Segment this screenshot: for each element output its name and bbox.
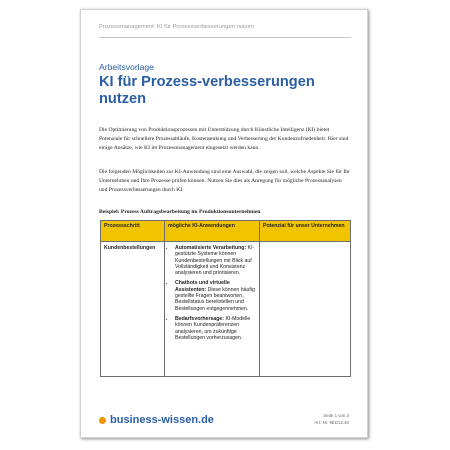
item-text: KI-Modelle können Kundenpräferenzen analysieren, um zukünftige Bestellungen vorherzusagen.	[175, 315, 251, 341]
item-heading: Automatisierte Verarbeitung:	[175, 245, 247, 251]
list-item	[175, 245, 256, 276]
ki-application-list	[168, 245, 256, 341]
logo-dot-icon	[99, 417, 106, 424]
table-caption: Beispiel: Prozess Auftragsbearbeitung im Produktionsunternehmen	[99, 209, 261, 215]
cell-ki-applications	[165, 242, 260, 377]
item-text: KI-gestützte Systeme können Kundenbestellungen mit Blick auf Vollständigkeit und Konsistenz analysieren und priorisieren.	[175, 245, 255, 277]
intro-paragraph	[99, 126, 351, 153]
table-header-row	[101, 221, 351, 242]
selection-paragraph	[99, 168, 351, 195]
item-heading: Bedarfsvorhersage:	[175, 315, 225, 322]
paragraph-1: Die Optimierung von Produktionsprozessen mit Unterstützung durch Künstliche Intelligenz (KI) bietet Potenziale für schnellere Prozessabläufe, Kostensenkung und Verbesserung der Kundenzufriedenheit. Hier sind einige Ansätze, wie KI im Prozessmanagement eingesetzt werden kann.	[99, 127, 349, 151]
item-heading: Chatbots und virtuelle Assistenten:	[175, 280, 230, 293]
header-divider	[99, 37, 351, 38]
document-page	[80, 9, 368, 438]
running-header: Prozessmanagement: KI für Prozessverbesserungen nutzen	[99, 24, 254, 30]
brand-name: business-wissen.de	[110, 414, 214, 426]
page-info	[314, 413, 349, 426]
table-row	[101, 242, 351, 377]
paragraph-2: Die folgenden Möglichkeiten zur KI-Anwendung sind eine Auswahl, die zeigen soll, welche Aspekte Sie für Ihr Unternehmen und Ihre Prozesse prüfen können. Nutzen Sie dies als Anregung für mögliche Prozessanalysen und Prozessverbesserungen durch KI.	[99, 169, 350, 193]
document-kicker: Arbeitsvorlage	[99, 62, 154, 72]
header-potential: Potenzial für unser Unternehmen	[260, 221, 351, 242]
list-item	[175, 316, 256, 341]
ki-application-table	[100, 220, 351, 377]
cell-process-step: Kundenbestellungen	[101, 242, 165, 377]
cell-potential[interactable]	[260, 242, 351, 377]
page-number: Seite 1 von 3	[323, 413, 349, 418]
item-text: Diese können häufig gestellte Fragen beantworten, Bestellstatus bereitstellen und Bestellungen entgegennehmen.	[175, 286, 255, 312]
article-number: Art.-Nr. 9ED12.40	[314, 419, 349, 425]
header-process-step: Prozessschritt	[101, 221, 165, 242]
brand-logo	[99, 415, 214, 426]
header-ki-applications: mögliche KI-Anwendungen	[165, 221, 260, 242]
document-title: KI für Prozess-verbesserungen nutzen	[99, 74, 315, 107]
list-item	[175, 280, 256, 311]
